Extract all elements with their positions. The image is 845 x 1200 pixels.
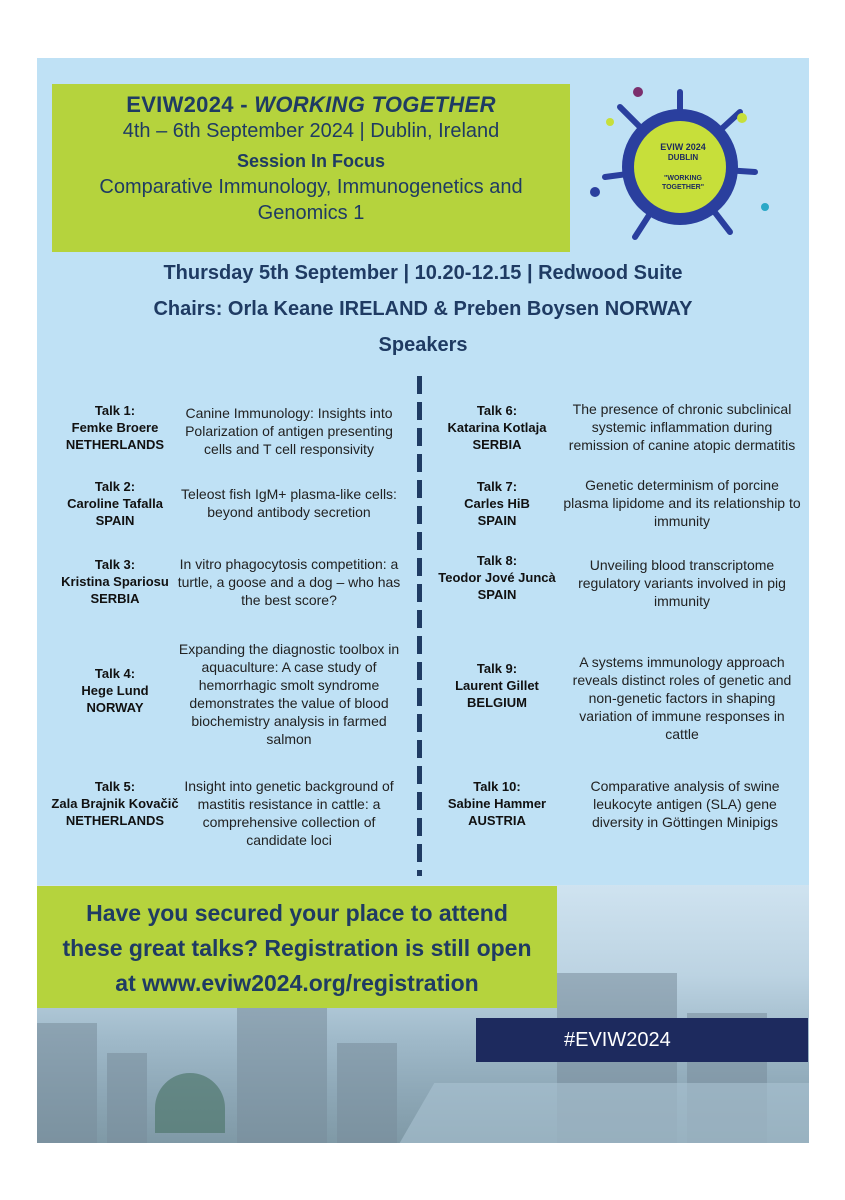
schedule-line: Thursday 5th September | 10.20-12.15 | Redwood Suite [163,262,683,284]
event-title: EVIW2024 - WORKING TOGETHER [126,92,496,117]
talk-title: Canine Immunology: Insights into Polarization of antigen presenting cells and T cell responsivity [185,405,393,457]
talk-speaker: Talk 6: Katarina Kotlaja SERBIA [447,403,547,452]
logo-line-1: EVIW 2024 [660,142,706,152]
talk-speaker: Talk 2: Caroline Tafalla SPAIN [67,479,163,528]
talk-speaker: Talk 8: Teodor Jové Juncà SPAIN [438,553,556,602]
session-name: Comparative Immunology, Immunogenetics and Genomics 1 [99,176,523,224]
talk-title: A systems immunology approach reveals distinct roles of genetic and non-genetic factors in shaping variation of immune responses in cattle [572,654,792,742]
eviw-logo [580,82,780,252]
talk-speaker: Talk 7: Carles HiB SPAIN [464,479,530,528]
talk-title: In vitro phagocytosis competition: a turtle, a goose and a dog – who has the best score? [177,556,401,608]
column-divider [417,376,422,876]
talk-title: Teleost fish IgM+ plasma-like cells: beyond antibody secretion [181,486,397,520]
logo-line-2: DUBLIN [667,153,699,162]
hashtag-banner: #EVIW2024 [476,1018,808,1062]
event-dates: 4th – 6th September 2024 | Dublin, Ireland [122,120,500,142]
talk-title: Unveiling blood transcriptome regulatory variants involved in pig immunity [578,557,786,609]
cta-line-2: these great talks? Registration is still open [62,935,532,961]
talk-title: The presence of chronic subclinical systemic inflammation during remission of canine atopic dermatitis [568,401,796,453]
chairs-line: Chairs: Orla Keane IRELAND & Preben Boysen NORWAY [153,298,693,320]
cta-line-1: Have you secured your place to attend [86,900,508,926]
talk-title: Expanding the diagnostic toolbox in aquaculture: A case study of hemorrhagic smolt syndrome demonstrates the value of blood biochemistry analysis in farmed salmon [178,641,400,747]
speakers-heading: Speakers [378,334,468,356]
cta-line-3: at www.eviw2024.org/registration [115,970,479,996]
talk-speaker: Talk 1: Femke Broere NETHERLANDS [65,403,165,452]
talk-speaker: Talk 4: Hege Lund NORWAY [81,666,149,715]
talk-speaker: Talk 10: Sabine Hammer AUSTRIA [447,779,547,828]
registration-callout [37,886,557,1008]
header-banner [52,84,570,252]
talk-title: Comparative analysis of swine leukocyte antigen (SLA) gene diversity in Göttingen Minipigs [590,778,780,830]
logo-line-3: "WORKING [664,175,702,182]
talk-title: Insight into genetic background of mastitis resistance in cattle: a comprehensive collection of candidate loci [184,778,394,848]
talk-speaker: Talk 9: Laurent Gillet BELGIUM [455,661,539,710]
talk-speaker: Talk 3: Kristina Spariosu SERBIA [61,557,169,606]
session-focus-label: Session In Focus [236,151,386,171]
logo-line-4: TOGETHER" [661,184,705,191]
talk-title: Genetic determinism of porcine plasma lipidome and its relationship to immunity [563,477,801,529]
talk-speaker: Talk 5: Zala Brajnik Kovačič NETHERLANDS [51,779,179,828]
